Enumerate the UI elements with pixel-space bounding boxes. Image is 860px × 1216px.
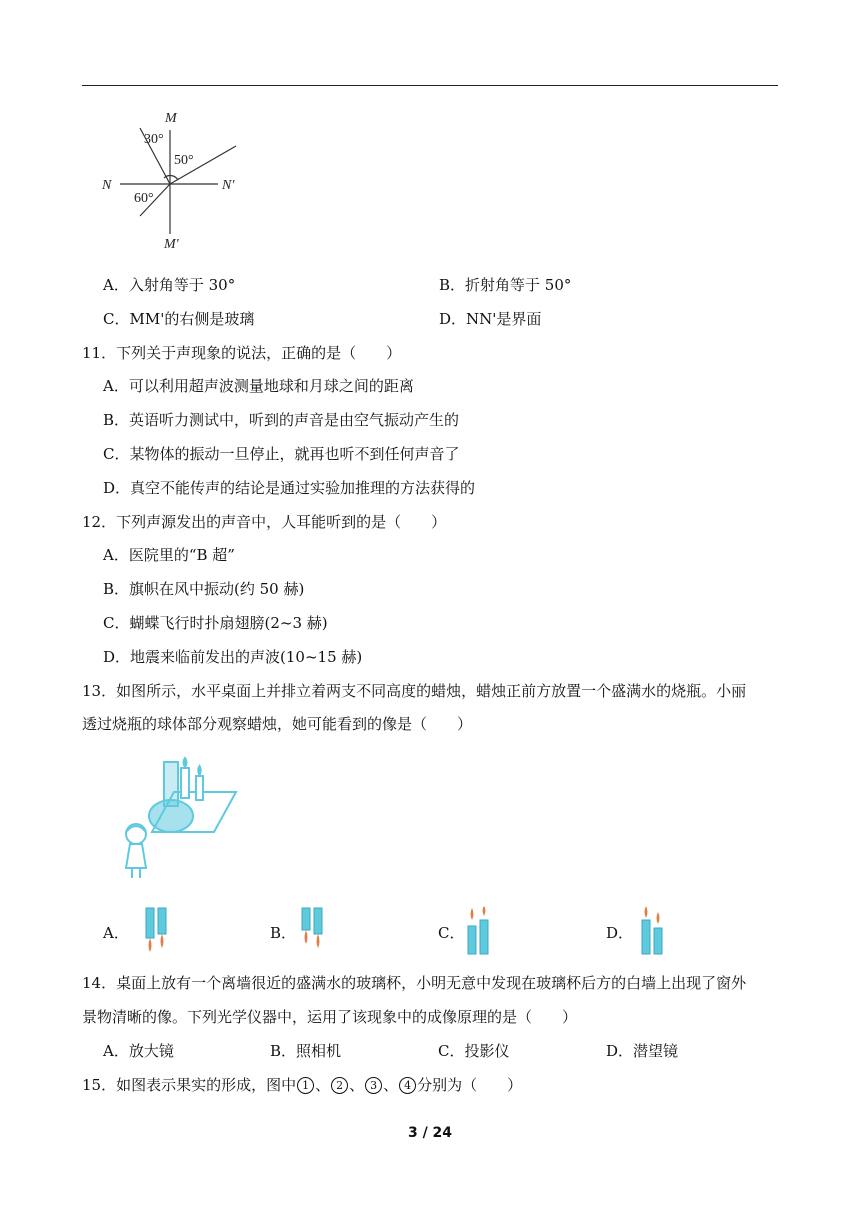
flame-tall xyxy=(184,758,187,767)
q15-stem-prefix: 15．如图表示果实的形成，图中 xyxy=(82,1076,297,1094)
q13-stem-line2: 透过烧瓶的球体部分观察蜡烛，她可能看到的像是（ ） xyxy=(82,715,473,733)
label-n-prime: N′ xyxy=(222,178,235,193)
q13-option-b-label: B． xyxy=(270,924,297,942)
circled-number-4: 4 xyxy=(399,1077,416,1094)
label-a30: 30° xyxy=(144,132,164,147)
girl-body xyxy=(126,844,146,868)
q14-stem-line2: 景物清晰的像。下列光学仪器中，运用了该现象中的成像原理的是（ ） xyxy=(82,1008,578,1026)
label-a50: 50° xyxy=(174,153,194,168)
q13-stem-line1: 13．如图所示，水平桌面上并排立着两支不同高度的蜡烛，蜡烛正前方放置一个盛满水的烧瓶。小丽 xyxy=(82,682,747,700)
page-number: 3 / 24 xyxy=(407,1125,453,1141)
separator: 、 xyxy=(349,1076,365,1094)
separator: 、 xyxy=(383,1076,399,1094)
circled-number-1: 1 xyxy=(297,1077,314,1094)
upright-candles-icon-c xyxy=(464,906,494,956)
flask-candles-figure xyxy=(112,756,240,884)
q10-option-c: C．MM'的右侧是玻璃 xyxy=(103,310,255,328)
circled-number-3: 3 xyxy=(365,1077,382,1094)
q11-stem: 11．下列关于声现象的说法，正确的是（ ） xyxy=(82,344,402,362)
q14-option-c: C．投影仪 xyxy=(438,1042,510,1060)
flask-bulb xyxy=(149,800,193,832)
q13-option-d-label: D． xyxy=(606,924,634,942)
candle-tall xyxy=(181,768,189,798)
refraction-diagram xyxy=(98,108,258,258)
candle-short xyxy=(196,776,203,800)
label-n: N xyxy=(102,178,112,193)
q14-option-b: B．照相机 xyxy=(270,1042,342,1060)
separator: 、 xyxy=(315,1076,331,1094)
q14-stem-line1: 14．桌面上放有一个离墙很近的盛满水的玻璃杯，小明无意中发现在玻璃杯后方的白墙上出现了窗外 xyxy=(82,974,747,992)
q11-option-d: D．真空不能传声的结论是通过实验加推理的方法获得的 xyxy=(103,479,476,497)
q12-option-c: C．蝴蝶飞行时扑扇翅膀(2~3 赫) xyxy=(103,614,328,632)
q10-option-a: A．入射角等于 30° xyxy=(103,276,236,294)
inverted-candles-icon-b xyxy=(298,906,328,952)
label-m: M xyxy=(165,111,177,126)
label-a60: 60° xyxy=(134,191,154,206)
q12-option-b: B．旗帜在风中振动(约 50 赫) xyxy=(103,580,305,598)
q13-option-a-label: A． xyxy=(103,924,129,942)
q13-option-c-label: C． xyxy=(438,924,465,942)
q14-option-d: D．潜望镜 xyxy=(606,1042,679,1060)
flame-short xyxy=(198,766,201,775)
upright-candles-icon-d xyxy=(638,906,668,956)
q15-stem xyxy=(82,1075,522,1095)
header-rule xyxy=(82,85,778,86)
q10-option-d: D．NN'是界面 xyxy=(439,310,542,328)
label-m-prime: M′ xyxy=(164,237,179,252)
inverted-candles-icon-a xyxy=(142,906,172,956)
q14-option-a: A．放大镜 xyxy=(103,1042,174,1060)
q11-option-b: B．英语听力测试中，听到的声音是由空气振动产生的 xyxy=(103,411,460,429)
q12-stem: 12．下列声源发出的声音中，人耳能听到的是（ ） xyxy=(82,513,447,531)
q12-option-d: D．地震来临前发出的声波(10~15 赫) xyxy=(103,648,363,666)
circled-number-2: 2 xyxy=(331,1077,348,1094)
q15-stem-suffix: 分别为（ ） xyxy=(417,1076,523,1094)
q12-option-a: A．医院里的“B 超” xyxy=(103,546,235,564)
q11-option-a: A．可以利用超声波测量地球和月球之间的距离 xyxy=(103,377,414,395)
q11-option-c: C．某物体的振动一旦停止，就再也听不到任何声音了 xyxy=(103,445,460,463)
q10-option-b: B．折射角等于 50° xyxy=(439,276,572,294)
